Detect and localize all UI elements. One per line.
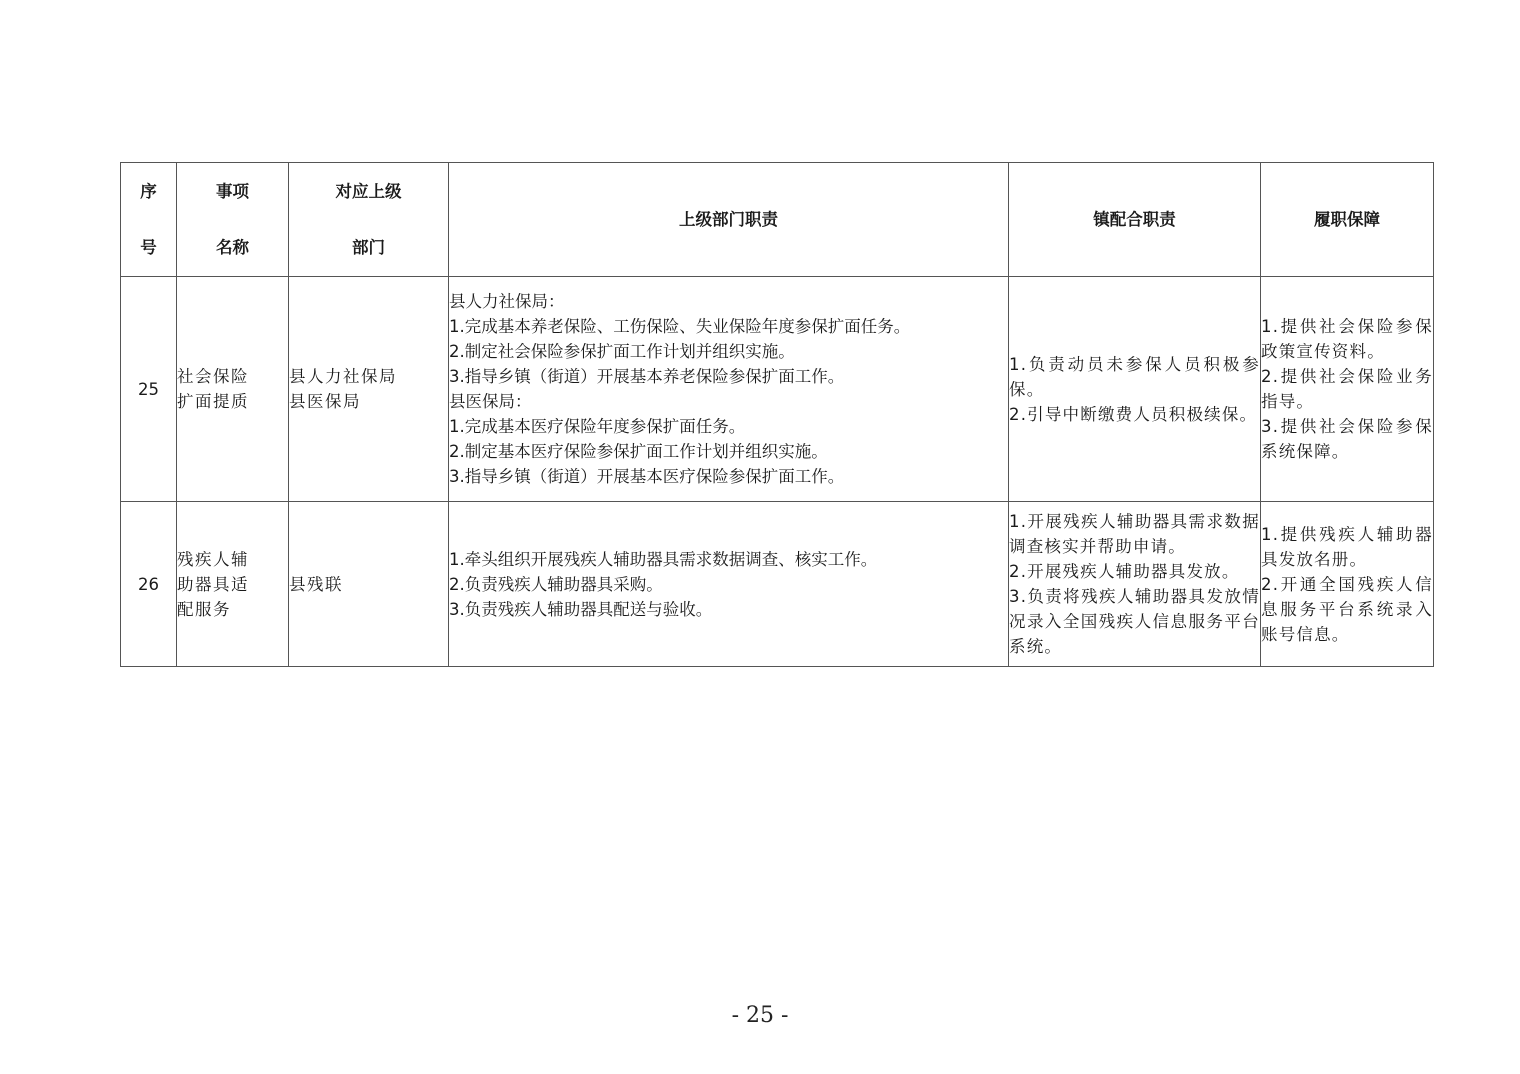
header-item-name: 事项 名称: [177, 163, 289, 277]
row-department: 县残联: [289, 502, 449, 667]
row-upper-duty: 县人力社保局： 1.完成基本养老保险、工伤保险、失业保险年度参保扩面任务。 2.制定社会保险参保扩面工作计划并组织实施。 3.指导乡镇（街道）开展基本养老保险参保扩面工作。 县医保局： 1.完成基本医疗保险年度参保扩面任务。 2.制定基本医疗保险参保扩面工作计划并组织实施。 3.指导乡镇（街道）开展基本医疗保险参保扩面工作。: [449, 277, 1009, 502]
duty-table: [120, 162, 1434, 667]
row-seq: 25: [121, 277, 177, 502]
table-row: [121, 277, 1434, 502]
header-upper-duty: 上级部门职责: [449, 163, 1009, 277]
header-town-duty: 镇配合职责: [1009, 163, 1261, 277]
row-seq: 26: [121, 502, 177, 667]
row-guarantee: 1.提供社会保险参保政策宣传资料。 2.提供社会保险业务指导。 3.提供社会保险参保系统保障。: [1261, 277, 1434, 502]
row-town-duty: 1.开展残疾人辅助器具需求数据调查核实并帮助申请。 2.开展残疾人辅助器具发放。 3.负责将残疾人辅助器具发放情况录入全国残疾人信息服务平台系统。: [1009, 502, 1261, 667]
row-upper-duty: 1.牵头组织开展残疾人辅助器具需求数据调查、核实工作。 2.负责残疾人辅助器具采购。 3.负责残疾人辅助器具配送与验收。: [449, 502, 1009, 667]
row-department: 县人力社保局 县医保局: [289, 277, 449, 502]
table-row: [121, 502, 1434, 667]
table-header-row: [121, 163, 1434, 277]
header-seq: 序 号: [121, 163, 177, 277]
header-guarantee: 履职保障: [1261, 163, 1434, 277]
page-number: - 25 -: [731, 1003, 789, 1028]
row-item-name: 社会保险 扩面提质: [177, 277, 289, 502]
row-guarantee: 1.提供残疾人辅助器具发放名册。 2.开通全国残疾人信息服务平台系统录入账号信息。: [1261, 502, 1434, 667]
row-item-name: 残疾人辅 助器具适 配服务: [177, 502, 289, 667]
row-town-duty: 1.负责动员未参保人员积极参保。 2.引导中断缴费人员积极续保。: [1009, 277, 1261, 502]
header-upper-department: 对应上级 部门: [289, 163, 449, 277]
